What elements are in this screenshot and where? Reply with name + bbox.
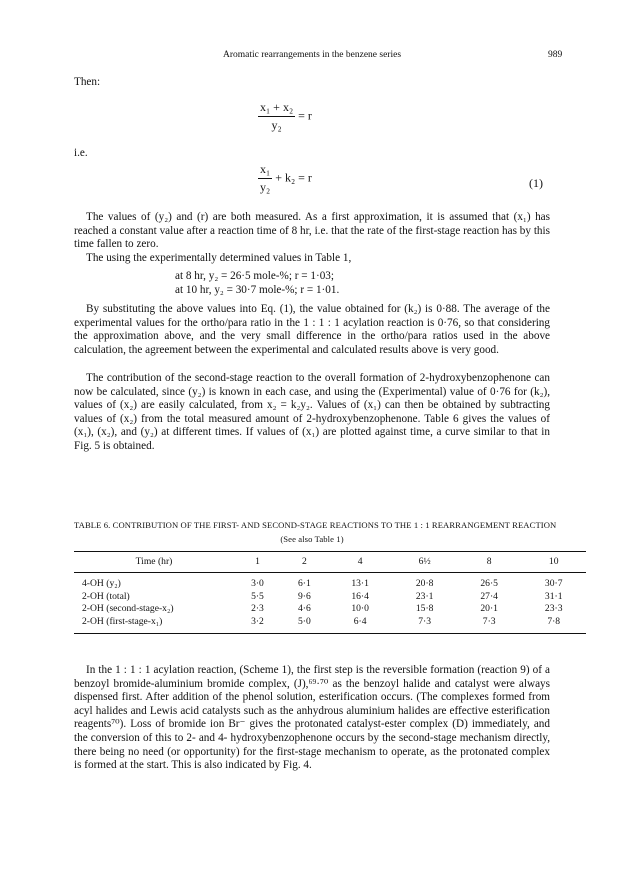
table-cell: 3·2: [234, 616, 281, 634]
values-line-2: at 10 hr, y₂ = 30·7 mole-%; r = 1·01.: [175, 284, 340, 296]
table-header-cell: 4: [328, 552, 393, 573]
table-cell: 27·4: [480, 590, 498, 602]
table-cell: 30·7: [544, 578, 563, 589]
eq-b-numerator: x₁: [258, 162, 272, 179]
table-cell: 7·3: [392, 616, 457, 634]
table-cell: 7·8: [521, 616, 586, 634]
ie-label: i.e.: [74, 147, 88, 159]
table-caption: TABLE 6. CONTRIBUTION OF THE FIRST- AND SECOND-STAGE REACTIONS TO THE 1 : 1 REARRANGEMENT REACTION: [74, 520, 557, 530]
table-cell: 4·6: [297, 603, 311, 615]
table-row: [74, 603, 586, 616]
running-title: Aromatic rearrangements in the benzene series: [222, 50, 402, 60]
table-cell: 3·0: [251, 578, 264, 589]
table-cell: 10·0: [351, 603, 369, 615]
table-row: [74, 573, 586, 591]
eq-a-rhs: = r: [298, 108, 312, 123]
table-cell: 2·3: [251, 603, 264, 615]
row-label: 2-OH (total): [82, 590, 130, 602]
table-row: [74, 591, 586, 604]
table-cell: 5·5: [251, 590, 264, 602]
equation-number: (1): [529, 176, 543, 190]
equation-1: [258, 162, 312, 195]
table-cell: 20·8: [415, 578, 434, 589]
table-cell: 7·3: [457, 616, 522, 634]
row-label: 2-OH (first-stage-x₁): [74, 616, 234, 634]
table-row: [74, 616, 586, 634]
eq-a-denominator: y₂: [271, 118, 282, 132]
eq-a-fraction: [258, 100, 295, 133]
paragraph-3: By substituting the above values into Eq. (1), the value obtained for (k₂) is 0·88. The average of the experimental values for the ortho/para ratio in the 1 : 1 : 1 acylation reaction is 0·76, so that considering the approximation above, and the very small difference in the ortho/para ratios used in the above calculation, the agreement between the experimental and calculated results above is very good.: [74, 303, 550, 356]
eq-a-numerator: x₁ + x₂: [258, 100, 295, 117]
table-cell: 6·4: [328, 616, 393, 634]
paragraph-1: The values of (y₂) and (r) are both measured. As a first approximation, it is assumed that (x₁) has reached a constant value after a reaction time of 8 hr, i.e. that the rate of the first-stage reaction has by this time fallen to zero.: [74, 211, 550, 251]
equation-a: [258, 100, 312, 133]
table-cell: 31·1: [544, 590, 563, 602]
row-label: 4-OH (y₂): [82, 578, 121, 589]
table-6: [74, 551, 586, 634]
eq-b-rhs: + k₂ = r: [275, 170, 312, 185]
table-header-cell: 1: [234, 552, 281, 573]
row-label: 2-OH (second-stage-x₂): [82, 603, 174, 615]
table-cell: 16·4: [351, 590, 369, 602]
table-header-cell: 2: [281, 552, 328, 573]
table-cell: 23·1: [415, 590, 434, 602]
paragraph-5: In the 1 : 1 : 1 acylation reaction, (Scheme 1), the first step is the reversible formation (reaction 9) of a benzoyl bromide-aluminium bromide complex, (J),⁶⁹·⁷⁰ as the benzoyl halide and catalyst were always dispensed first. After addition of the phenol solution, esterification occurs. (The complexes formed from acyl halides and Lewis acid catalysts such as the anhydrous aluminium halides are effective esterification reagents⁷⁰). Loss of bromide ion Br⁻ gives the protonated catalyst-ester complex (D) immediately, and the conversion of this to 2- and 4- hydroxybenzophenone occurs by the second-stage mechanism directly, there being no need (or opportunity) for the first-stage mechanism to operate, as the protonated complex is formed at the start. This is also indicated by Fig. 4.: [74, 664, 550, 772]
table-subcaption: (See also Table 1): [280, 534, 344, 544]
table-header-cell: 10: [521, 552, 586, 573]
eq-b-denominator: y₂: [260, 180, 271, 194]
table-cell: 5·0: [281, 616, 328, 634]
table-header-time: Time (hr): [74, 552, 234, 573]
paragraph-4: The contribution of the second-stage reaction to the overall formation of 2-hydroxybenzophenone can now be calculated, since (y₂) is known in each case, and using the (Experimental) value of 0·76 for (k₂), values of (x₂) are easily calculated, from x₂ = k₂y₂. Values of (x₁) can then be obtained by subtracting values of (x₂) from the total measured amount of 2-hydroxybenzophenone. Table 6 gives the values of (x₁), (x₂), and (y₂) at different times. If values of (x₁) are plotted against time, a curve similar to that in Fig. 5 is obtained.: [74, 372, 550, 452]
table-cell: 20·1: [480, 603, 498, 615]
then-label: Then:: [74, 76, 101, 88]
table-header-cell: 6½: [392, 552, 457, 573]
table-cell: 6·1: [297, 578, 311, 589]
table-header-cell: 8: [457, 552, 522, 573]
table-cell: 15·8: [415, 603, 434, 615]
table-cell: 13·1: [351, 578, 369, 589]
table-cell: 23·3: [544, 603, 563, 615]
values-line-1: at 8 hr, y₂ = 26·5 mole-%; r = 1·03;: [175, 270, 334, 282]
paragraph-2: The using the experimentally determined values in Table 1,: [86, 252, 352, 264]
eq-b-fraction: [258, 162, 272, 195]
table-cell: 9·6: [297, 590, 311, 602]
table-cell: 26·5: [480, 578, 498, 589]
page-number: 989: [548, 50, 563, 60]
